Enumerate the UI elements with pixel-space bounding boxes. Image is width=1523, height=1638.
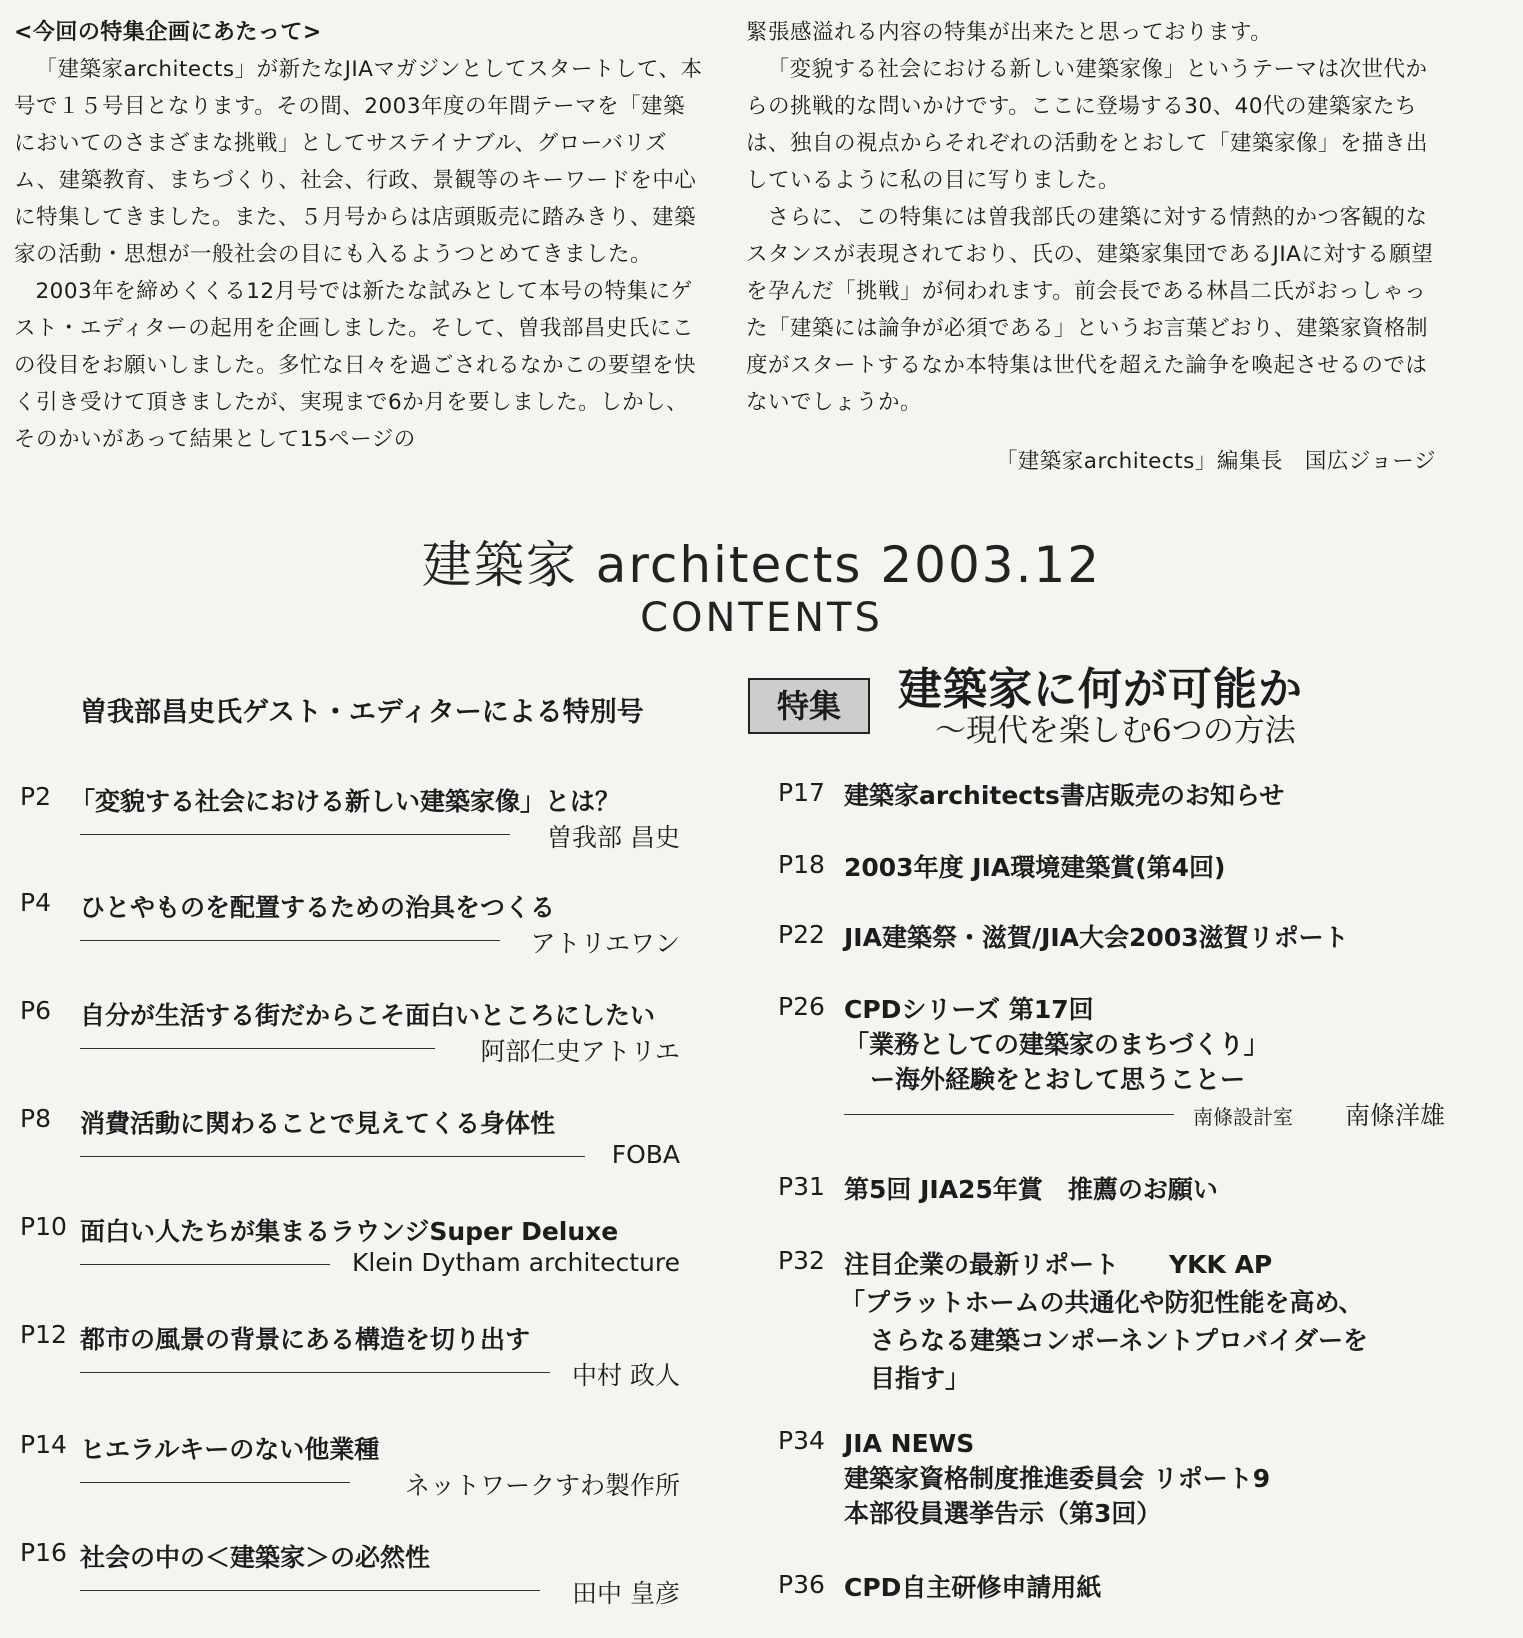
toc-page-number: P4 [20, 888, 51, 917]
toc-title: CPD自主研修申請用紙 [844, 1573, 1102, 1602]
toc-divider [844, 1114, 1174, 1115]
toc-divider [80, 940, 500, 941]
toc-title: 第5回 JIA25年賞 推薦のお願い [844, 1175, 1218, 1204]
toc-entry[interactable] [20, 1212, 680, 1312]
toc-page-number: P18 [778, 850, 825, 879]
toc-author: FOBA [611, 1140, 680, 1169]
toc-page-number: P16 [20, 1538, 67, 1567]
toc-title-block [844, 992, 1269, 1097]
toc-title-line: ー海外経験をとおして思うことー [870, 1065, 1246, 1094]
toc-entry[interactable] [20, 782, 680, 882]
toc-title-line: 建築家資格制度推進委員会 リポート9 [844, 1464, 1271, 1493]
toc-entry[interactable] [778, 992, 1478, 1132]
toc-title: 消費活動に関わることで見えてくる身体性 [80, 1109, 556, 1138]
intro-paragraph-3: 緊張感溢れる内容の特集が出来たと思っております。 [746, 20, 1273, 45]
toc-title: ヒエラルキーのない他業種 [80, 1435, 380, 1464]
toc-page-number: P26 [778, 992, 825, 1021]
toc-divider [80, 1264, 330, 1265]
toc-page-number: P14 [20, 1430, 67, 1459]
toc-title-line: 本部役員選挙告示（第3回） [844, 1499, 1162, 1528]
toc-entry[interactable] [20, 1538, 680, 1638]
toc-title-line: 「プラットホームの共通化や防犯性能を高め、 [840, 1288, 1364, 1317]
toc-author: ネットワークすわ製作所 [404, 1471, 680, 1500]
toc-page-number: P32 [778, 1246, 825, 1275]
masthead-title: 建築家 architects 2003.12 [421, 536, 1102, 594]
toc-page-number: P22 [778, 920, 825, 949]
toc-title-line: 「業務としての建築家のまちづくり」 [844, 1030, 1269, 1059]
toc-divider [80, 1372, 550, 1373]
toc-title-block [840, 1246, 1369, 1398]
toc-page-number: P17 [778, 778, 825, 807]
toc-title: 社会の中の＜建築家＞の必然性 [80, 1543, 431, 1572]
intro-paragraph-1: 「建築家architects」が新たなJIAマガジンとしてスタートして、本号で１５号目となります。その間、2003年度の年間テーマを「建築においてのさまざまな挑戦」としてサステイナブル、グローバリズム、建築教育、まちづくり、社会、行政、景観等のキーワードを中心に特集してきました。また、５月号からは店頭販売に踏みきり、建築家の活動・思想が一般社会の目にも入るようつとめてきました。 [14, 57, 703, 267]
intro-right-column [746, 14, 1436, 480]
toc-title: 注目企業の最新リポート [844, 1250, 1120, 1279]
toc-page-number: P34 [778, 1426, 825, 1455]
toc-title: 自分が生活する街だからこそ面白いところにしたい [80, 1001, 656, 1030]
toc-divider [80, 834, 510, 835]
masthead [0, 535, 1523, 641]
toc-divider [80, 1156, 585, 1157]
masthead-subtitle: CONTENTS [640, 595, 883, 641]
toc-page-number: P8 [20, 1104, 51, 1133]
toc-page-number: P2 [20, 782, 51, 811]
toc-author-block [1193, 1096, 1445, 1132]
toc-title: 面白い人たちが集まるラウンジSuper Deluxe [80, 1217, 619, 1246]
feature-title: 建築家に何が可能か [898, 664, 1303, 715]
special-issue-subtitle: 曽我部昌史氏ゲスト・エディターによる特別号 [80, 697, 644, 728]
toc-title: ひとやものを配置するための治具をつくる [80, 893, 556, 922]
feature-tagline: 〜現代を楽しむ6つの方法 [935, 713, 1296, 749]
toc-title: JIA建築祭・滋賀/JIA大会2003滋賀リポート [844, 923, 1349, 952]
toc-page-number: P36 [778, 1570, 825, 1599]
editor-signature: 「建築家architects」編集長 国広ジョージ [995, 449, 1436, 474]
toc-author: Klein Dytham architecture [351, 1248, 680, 1277]
toc-entry[interactable] [20, 1430, 680, 1530]
toc-entry[interactable] [20, 1104, 680, 1204]
toc-author: アトリエワン [530, 929, 680, 958]
toc-entry[interactable] [20, 1320, 680, 1420]
intro-left-column [14, 14, 704, 458]
toc-title-line: CPDシリーズ 第17回 [844, 995, 1094, 1024]
toc-entry[interactable] [20, 996, 680, 1096]
intro-paragraph-2: 2003年を締めくくる12月号では新たな試みとして本号の特集にゲスト・エディターの起用を企画しました。そして、曽我部昌史氏にこの役目をお願いしました。多忙な日々を過ごされるなかこの要望を快く引き受けて頂きましたが、実現まで6か月を要しました。しかし、そのかいがあって結果として15ページの [14, 279, 697, 452]
toc-title-line: 目指す」 [870, 1364, 971, 1393]
toc-page-number: P6 [20, 996, 51, 1025]
toc-author: 中村 政人 [572, 1361, 680, 1390]
toc-title-block [844, 1426, 1270, 1531]
toc-entry[interactable] [778, 1426, 1478, 1546]
toc-author-office: 南條設計室 [1193, 1105, 1293, 1129]
toc-divider [80, 1048, 435, 1049]
toc-divider [80, 1590, 540, 1591]
toc-title: 都市の風景の背景にある構造を切り出す [80, 1325, 531, 1354]
intro-paragraph-5: さらに、この特集には曽我部氏の建築に対する情熱的かつ客観的なスタンスが表現されており、氏の、建築家集団であるJIAに対する願望を孕んだ「挑戦」が伺われます。前会長である林昌二氏がおっしゃった「建築には論争が必須である」というお言葉どおり、建築家資格制度がスタートするなか本特集は世代を超えた論争を喚起させるのではないでしょうか。 [746, 205, 1434, 415]
toc-page-number: P12 [20, 1320, 67, 1349]
toc-author: 田中 皇彦 [572, 1579, 680, 1608]
toc-author: 阿部仁史アトリエ [480, 1037, 680, 1066]
toc-title: 2003年度 JIA環境建築賞(第4回) [844, 853, 1226, 882]
toc-divider [80, 1482, 350, 1483]
toc-title: 建築家architects書店販売のお知らせ [844, 781, 1285, 810]
toc-title-line: さらなる建築コンポーネントプロバイダーを [870, 1326, 1369, 1355]
toc-author: 南條洋雄 [1345, 1101, 1446, 1130]
toc-entry[interactable] [778, 1246, 1478, 1396]
toc-page-number: P10 [20, 1212, 67, 1241]
toc-title: 「変貌する社会における新しい建築家像」とは？ [70, 787, 621, 816]
intro-paragraph-4: 「変貌する社会における新しい建築家像」というテーマは次世代からの挑戦的な問いかけです。ここに登場する30、40代の建築家たちは、独自の視点からそれぞれの活動をとおして「建築家像」を描き出しているように私の目に写りました。 [746, 57, 1429, 193]
feature-badge: 特集 [748, 678, 870, 734]
toc-author: 曽我部 昌史 [547, 823, 680, 852]
toc-page-number: P31 [778, 1172, 825, 1201]
toc-title-line: JIA NEWS [844, 1429, 975, 1458]
toc-entry[interactable] [20, 888, 680, 988]
intro-heading: <今回の特集企画にあたって> [14, 20, 322, 45]
toc-company: YKK AP [1169, 1250, 1273, 1279]
